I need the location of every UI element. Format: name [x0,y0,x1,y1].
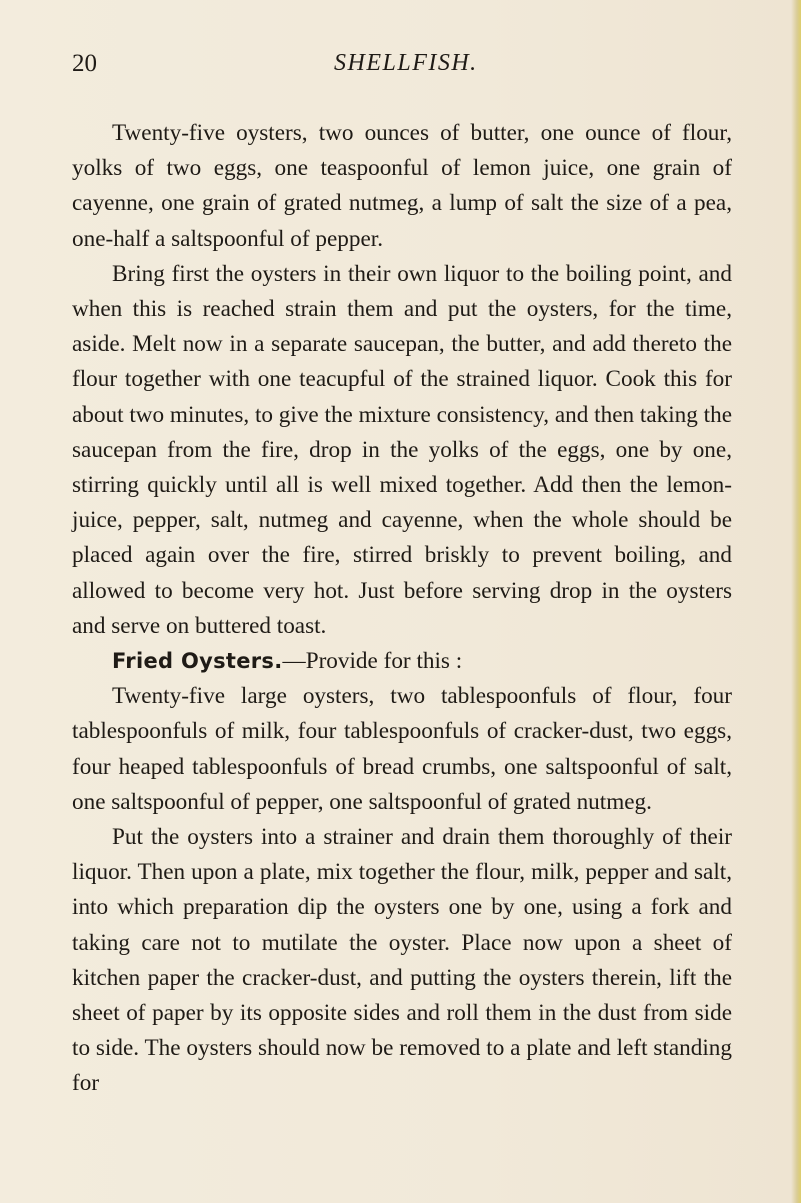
page-header [72,50,732,90]
running-head: SHELLFISH. [334,50,478,76]
ingredients-paragraph: Twenty-five oysters, two ounces of butter, one ounce of flour, yolks of two eggs, one teaspoonful of lemon juice, one grain of cayenne, one grain of grated nutmeg, a lump of salt the size of a pea, one-half a saltspoonful of pepper. [72,120,732,252]
fried-ingredients-paragraph: Twenty-five large oysters, two tablespoonfuls of flour, four tablespoonfuls of milk, four tablespoonfuls of cracker-dust, two eggs, four heaped tablespoonfuls of bread crumbs, one saltspoonful of salt, one saltspoonful of pepper, one saltspoonful of grated nutmeg. [72,683,732,815]
section-intro-text: —Provide for this : [282,648,463,675]
section-heading: Fried Oysters. [112,649,283,674]
section-intro-paragraph [72,644,732,679]
fried-method-paragraph: Put the oysters into a strainer and drain them thoroughly of their liquor. Then upon a plate, mix together the flour, milk, pepper and salt, into which preparation dip the oysters one by one, using a fork and taking care not to mutilate the oyster. Place now upon a sheet of kitchen paper the cracker-dust, and putting the oysters therein, lift the sheet of paper by its opposite sides and roll them in the dust from side to side. The oysters should now be removed to a plate and left standing for [72,824,732,1097]
page-number: 20 [72,50,97,77]
method-paragraph: Bring first the oysters in their own liquor to the boiling point, and when this is reached strain them and put the oysters, for the time, aside. Melt now in a separate saucepan, the butter, and add thereto the flour together with one teacupful of the strained liquor. Cook this for about two minutes, to give the mixture consistency, and then taking the saucepan from the fire, drop in the yolks of the eggs, one by one, stirring quickly until all is well mixed together. Add then the lemon-juice, pepper, salt, nutmeg and cayenne, when the whole should be placed again over the fire, stirred briskly to prevent boiling, and allowed to become very hot. Just before serving drop in the oysters and serve on buttered toast. [72,260,732,639]
page-body [72,116,732,1102]
page-edge [791,0,801,1203]
